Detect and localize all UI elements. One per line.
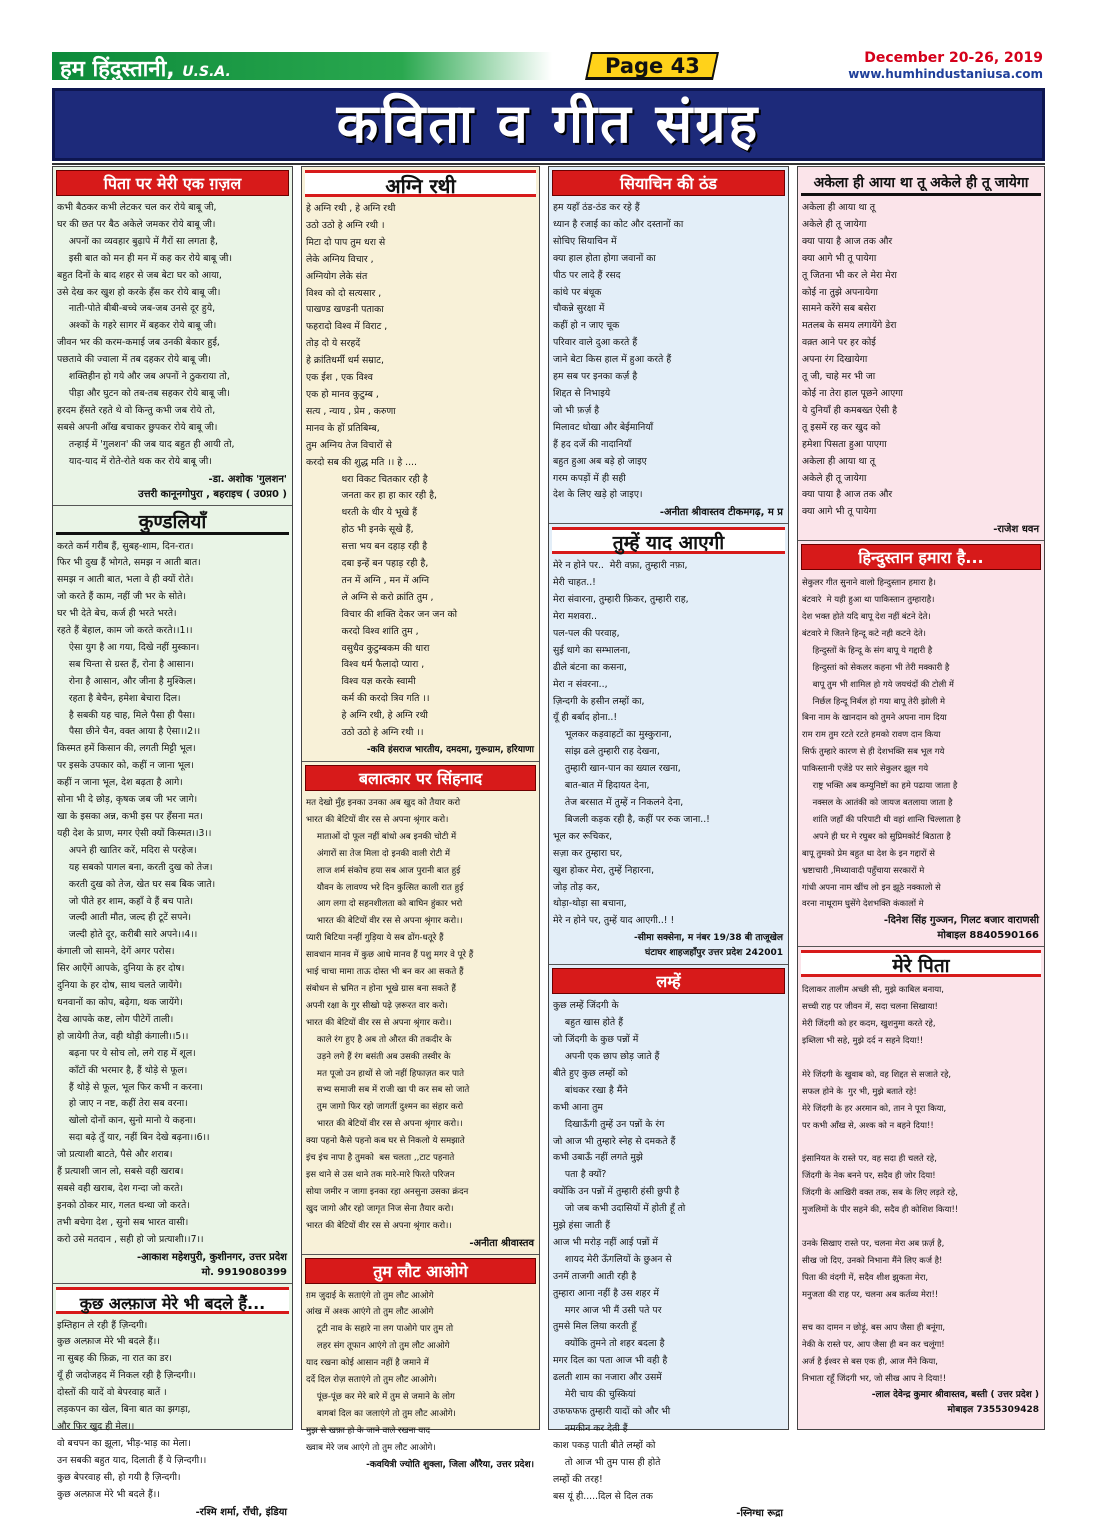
section-divider [302, 761, 539, 762]
poem-credit: -लाल देवेन्द्र कुमार श्रीवास्तव, बस्ती ( उत्तर प्रदेश ) मोबाइल 7355309428 [871, 1390, 1039, 1416]
poem-text: ग़म जुदाई के सताएंगे तो तुम लौट आओगे आंख में अश्क आएंगे तो तुम लौट आओगे टूटी नाव के सहारे ना लग पाओगे पार तुम तो लहर संग तूफान आएंगे तो तुम लौट आओगे याद रखना कोई आसान नहीं है जमाने में दर्दे दिल रोज़ सताएंगे तो तुम लौट आओगे। पूंछ-पूंछ कर मेरे बारे में तुम से जमाने के लोग बागबां दिल का जलाएंगे तो तुम लौट आओगे। मुझ से खफ़ा हो के जाने वाले रखना याद ख्वाब मेरे जब आएंगे तो तुम लौट आओगे। [306, 1290, 456, 1453]
section-divider [798, 946, 1044, 947]
section-divider [549, 964, 788, 965]
poem-text: मेरे न होने पर.. मेरी वफ़ा, तुम्हारी नफ़ा, मेरी चाहत..! मेरा संवारना, तुम्हारी फ़िकर, तुम्हारी राह, मेरा मशवरा.. पल-पल की परवाह, सुई धागे का सम्भालना, ढीले बंटना का कसना, मेरा न संवरना.., ज़िन्दगी के हसीन लम्हों का, यूँ ही बर्बाद होना..! भूलकर कड़वाहटों का मुस्कुराना, सांझ ढले तुम्हारी राह देखना, तुम्हारी खान-पान का ख्याल रखना, बात-बात में हिदायत देना, तेज बरसात में तुम्हें न निकलने देना, बिजली कड़क रही है, कहीं पर रुक जाना..! भूल कर रूचिकर, सज़ा कर तुम्हारा घर, खुश होकर मेरा, तुम्हें निहारना, जोड़ तोड़ कर, थोड़ा-थोड़ा सा बचाना, मेरे न होने पर, तुम्हें याद आएगी..! ! [553, 560, 710, 927]
poem-section [798, 950, 1044, 1419]
column-2 [301, 166, 540, 1470]
website-link[interactable]: www.humhindustaniusa.com [848, 67, 1043, 81]
poem-section [53, 509, 292, 1281]
poem-text: हम यहाँ ठंड-ठंड कर रहे हैं ध्यान है रजाई का कोट और दस्तानों का सोचिए सियाचिन में क्या हाल होता होगा जवानों का पीठ पर लादे हैं रसद कांधे पर बंधूक चौकन्ने सुरक्षा में कहीं हो न जाए चूक परिवार वाले दुआ करते हैं जाने बेटा किस हाल में हुआ करते हैं हम सब पर इनका कर्ज़ है शिद्दत से निभाइये जो भी फ़र्ज़ है मिलावट धोखा और बेईमानियाँ हैं हद दर्जे की नादानियाँ बहुत हुआ अब बड़े हो जाइए गरम कपड़ों में ही सही देश के लिए खड़े हो जाइए। [553, 202, 684, 501]
poem-section [798, 170, 1044, 538]
poem-section [549, 170, 788, 521]
issue-date: December 20-26, 2019 [864, 50, 1043, 66]
poem-text: हे अग्नि रथी , हे अग्नि रथी उठो उठो हे अग्नि रथी । मिटा दो पाप तुम धरा से लेके अग्निय विचार , अग्नियोग लेके संत विश्व को दो सत्यसार , पाखण्ड खण्डनी पताका फहरादो विश्व में विराट , तोड़ दो ये सरहदें हे क्रांतिधर्मी धर्म सम्राट, एक ईश , एक विश्व एक हो मानव कुटुम्ब , सत्य , न्याय , प्रेम , करुणा मानव के हों प्रतिबिम्ब, तुम अग्निय तेज विचारों से करदो सब की शुद्ध मति ।। हे .... धरा विकट चितकार रही है जनता कर हा हा कार रही है, धरती के धीर ये भूखे हैं होठ भी इनके सूखे हैं, सत्ता भय बन दहाड़ रही है दबा इन्हें बन पहाड़ रही है, तन में अग्नि , मन में अग्नि ले अग्नि से करो क्रांति तुम , विचार की शक्ति देकर जन जन को करदो विश्व शांति तुम , वसुधैव कुटुम्बकम की धारा विश्व धर्म फैलादो प्यारा , विश्व यज्ञ करके स्वामी कर्म की करदो त्रिव गति ।। हे अग्नि रथी, हे अग्नि रथी उठो उठो हे अग्नि रथी ।। [306, 203, 457, 739]
poem-section [549, 527, 788, 962]
page-number: Page 43 [604, 54, 700, 78]
poem-title: मेरे पिता [801, 950, 1041, 977]
poem-section [798, 544, 1044, 944]
poem-credit: -डा. अशोक 'गुलशन' उत्तरी कानूनगोपुरा , बहराइच ( उ0प्र0 ) [138, 473, 287, 500]
section-divider [549, 523, 788, 524]
poem-text: करते कर्म गरीब हैं, सुबह-शाम, दिन-रात। फिर भी दुख हैं भोगते, समझ न आती बात। समझ न आती बात, भला वे ही क्यों रोते। जो करते हैं काम, नहीं जी भर के सोते। घर भी देते बेच, कर्ज ही भरते भरते। रहते हैं बेहाल, काम जो करते करते।।1।। ऐसा युग है आ गया, दिखे नहीं मुस्कान। सब चिन्ता से ग्रस्त हैं, रोना है आसान। रोना है आसान, और जीना है मुश्किल। रहता है बेचैन, हमेशा बेचारा दिल। है सबकी यह चाह, मिले पैसा ही पैसा। पैसा छीने चैन, वक्त आया है ऐसा।।2।। किस्मत हमें किसान की, लगती मिट्टी भूल। पर इसके उपकार को, कहीं न जाना भूल। कहीं न जाना भूल, देश बढ़ता है आगे। सोना भी दे छोड़, कृषक जब जी भर जागे। खा के इसका अन्न, कभी इस पर हँसना मत। यही देश के प्राण, मगर ऐसी क्यों किस्मत।।3।। अपने ही खातिर करें, मदिरा से परहेज। यह सबको पागल बना, करती दुख को तेज। करती दुख को तेज, खेत घर सब बिक जाते। जो पीते हर शाम, कहाँ वे हैं बच पाते। जल्दी आती मौत, जल्द ही टूटें सपने। जल्दी होते दूर, करीबी सारे अपने।।4।। कंगाली जो सामने, देगें अगर परोस। सिर आएँगें आपके, दुनिया के हर दोष। दुनिया के हर दोष, साथ चलते जायेंगे। धनवानों का कोप, बढ़ेगा, थक जायेंगे। देख आपके कष्ट, लोग पीटेगें ताली। हो जायेगी तेज, वही थोड़ी कंगाली।।5।। बढ़ना पर ये सोच लो, लगे राह में शूल। काँटों की भरमार है, हैं थोड़े से फूल। हैं थोड़े से फूल, भूल फिर कभी न करना। हो जाए न नष्ट, कहीं तेरा सब वरना। खोलो दोनों कान, सुनो मानो ये कहना। सदा बढ़े तुँ यार, नहीं बिन देखे बढ़ना।।6।। जो प्रत्याशी बाटते, पैसे और शराब। हैं प्रत्याशी जान लो, सबसे वही खराब। सबसे वही खराब, देश गन्दा जो करते। इनको ठोकर मार, गलत धन्धा जो करते। तभी बचेगा देश , सुनो सब भारत वासी। करो उसे मतदान , सही हो जो प्रत्याशी।।7।। [57, 540, 216, 1245]
brand-title [60, 53, 231, 83]
poem-credit: -आकाश महेशपुरी, कुशीनगर, उत्तर प्रदेश मो. 9919080399 [136, 1251, 287, 1278]
poem-credit: -सीमा सक्सेना, म नंबर 19/38 बी ताजूखेल घंटाघर शाहजहाँपुर उत्तर प्रदेश 242001 [633, 933, 783, 959]
poem-title: अकेला ही आया था तू अकेले ही तू जायेगा [801, 170, 1041, 196]
poem-credit: -स्निग्धा रूद्रा [736, 1508, 783, 1520]
page-number-tab [585, 52, 719, 80]
column-3 [548, 166, 789, 1520]
column-1 [52, 166, 293, 1518]
brand-subtitle: U.S.A. [182, 64, 231, 80]
section-divider [302, 1254, 539, 1255]
section-divider [53, 505, 292, 506]
poem-credit: -राजेश धवन [993, 524, 1039, 536]
poem-text: दिलाकर तालीम अच्छी सी, मुझे काबिल बनाया, सच्ची राह पर जीवन में, सदा चलना सिखाया! मेरी जिंदगी को हर कदम, खुशनुमा करते रहे, इब्तिला भी सहे, मुझे दर्द न सहने दिया!! मेरे जिंदगी के खुवाब को, वह शिद्दत से सजाते रहे, सफल होने के गुर भी, मुझे बताते रहे! मेरे जिंदगी के हर अरमान को, तान ने पूरा किया, पर कभी आँख से, अश्क को न बहने दिया!! इंसानियत के रास्ते पर, वह सदा ही चलते रहे, जिंदगी के नेक बनने पर, सदैव ही जोर दिया! जिंदगी के आखिरी वक्त तक, सब के लिए लड़ते रहे, मुजलिमों के पीर सहने की, सदैव ही कोशिश किया!! उनके सिखाए रास्ते पर, चलना मेरा अब फ़र्ज़ है, सीख जो दिए, उनको निभाना मैंने लिए कर्ज है! पिता की वंदगी में, सदैव शीश झुकता मेरा, मनुजता की राह पर, चलना अब कर्तव्य मेरा!! सच का दामन न छोड़ूं, बस आप जैसा ही बनूंगा, नेकी के रास्ते पर, आप जैसा ही बन कर चलूंगा! अर्ज है ईश्वर से बस एक ही, आज मैंने किया, निभाता रहूँ जिंदगी भर, जो सीख आप ने दिया!! [802, 984, 959, 1384]
poem-text: मत देखो मुँह इनका उनका अब खुद को तैयार करो भारत की बेटियों वीर रस से अपना श्रृंगार करो। माताओं दो फूल नहीं बांधो अब इनकी चोटी में अंगारों सा तेज मिला दो इनकी वाली रोटी में लाज शर्म संकोच हया सब आज पुरानी बात हुई यौवन के लावण्य भरे दिन कुत्सित काली रात हुई आग लगा दो सहनशीलता को बाघिन हुंकार भरो भारत की बेटियों वीर रस से अपना श्रृंगार करो।। प्यारी बिटिया नन्हीं गुड़िया ये सब ढोंग-धतूरे हैं सावधान मानव में कुछ आधे मानव हैं पशु मगर वे पूरे हैं भाई चाचा मामा ताऊ दोस्त भी बन कर आ सकते हैं संबोधन से भ्रमित न होना भूखे ग्रास बना सकते हैं अपनी रक्षा के गुर सीखो पढ़े ज़रूरत वार करो। भारत की बेटियों वीर रस से अपना श्रृंगार करो।। काले रंग हुए है अब तो औरत की तकदीर के उड़ने लगे हैं रंग बसंती अब उसकी तस्वीर के मत पूजो उन हाथों से जो नहीं हिफाज़त कर पाते सभ्य समाजी सब में राजी खा पी कर सब सो जाते तुम जागो फिर रहो जागतीं दुश्मन का संहार करो भारत की बेटियों वीर रस से अपना श्रृंगार करो।। क्या पहनो कैसे पहनो कब घर से निकलो ये समझाते इंच इंच नापा है तुमको बस चलता ,,टाट पहनाते इस थाने से उस थाने तक मारे-मारे फिरते परिजन सोया जमीर न जागा इनका रहा अनसुना उसका क्रंदन खुद जागो और रहो जागृत निज सेना तैयार करो। भारत की बेटियों वीर रस से अपना श्रृंगार करो।। [306, 798, 474, 1231]
poem-text: कभी बैठकर कभी लेटकर चल कर रोये बाबू जी, घर की छत पर बैठ अकेले जमकर रोये बाबू जी। अपनों का व्यवहार बुढ़ापे में गैरों सा लगता है, इसी बात को मन ही मन में कह कर रोये बाबू जी। बहुत दिनों के बाद शहर से जब बेटा घर को आया, उसे देख कर खुश हो करके हँस कर रोये बाबू जी। नाती-पोते बीबी-बच्चे जब-जब उनसे दूर हुये, अश्कों के गहरे सागर में बहकर रोये बाबू जी। जीवन भर की करम-कमाई जब उनकी बेकार हुई, पछतावे की ज्वाला में तब दहकर रोये बाबू जी। शक्तिहीन हो गये और जब अपनों ने ठुकराया तो, पीड़ा और घुटन को तब-तब सहकर रोये बाबू जी। हरदम हँसते रहते थे वो किन्तु कभी जब रोये तो, सबसे अपनी आँख बचाकर छुपकर रोये बाबू जी। तन्हाई में 'गुलशन' की जब याद बहुत ही आयी तो, याद-याद में रोते-रोते थक कर रोये बाबू जी। [57, 202, 235, 467]
poem-section [302, 765, 539, 1252]
poem-title: कुण्डलियाँ [56, 509, 289, 535]
poem-title: पिता पर मेरी एक ग़ज़ल [56, 170, 289, 196]
section-banner [52, 88, 1045, 161]
poem-section [302, 170, 539, 759]
poem-title: तुम लौट आओगे [305, 1258, 536, 1284]
poem-text: सेकुलर गीत सुनाने वालो हिन्दुस्तान हमारा है। बंटवारे मे यही हुआ था पाकिस्तान तुम्हाराहै। देश भक्त होते यदि बापू देश नहीं बंटने देते। बंटवारे मे जितने हिन्दू कटे नही कटने देते। हिन्दुस्तों के हिन्दू के संग बापू ये गद्दारी है हिन्दुस्तां को सेकलर कहना भी तेरी मक्कारी है बापू तुम भी शामिल हो गये जयचंदों की टोली में निर्छल हिन्दू निर्बल हो गया बापू तेरी झोली मे बिना नाम के खानदान को तुमने अपना नाम दिया राम राम तुम रटते रटते हमको रावण दान किया सिर्फ तुम्हारे कारण से ही देशभक्ति सब भूल गये पाकिस्तानी एजेंडे पर सारे सेकुलर झूल गये राष्ट्र भक्ति अब कम्युनिष्टों का हमे पढाया जाता है नक्सल के आतंकी को जायज बतलाया जाता है शांति जहाँ की परिपाटी थी वहां शान्ति चिल्लाता है अपने ही घर मे रघुबर को सुप्रिमकोर्ट बिठाता है बापू तुमको प्रेम बहुत था देश के इन गद्दारों से भ्रष्टाचारी ,मिथ्यावादी पहुँचाया सरकारों मे गांधी अपना नाम खींच लो इन झूठे नक्कालो से वरना नाथूराम घुसेंगे देशभक्ति कंकालों मे [802, 577, 961, 909]
banner-title: कविता व गीत संग्रह [336, 92, 761, 155]
poem-credit: -कवि हंसराज भारतीय, दमदमा, गुरूग्राम, हरियाणा [366, 745, 534, 755]
poem-title: तुम्हें याद आएगी [552, 527, 785, 554]
poem-title: सियाचिन की ठंड [552, 170, 785, 196]
poem-credit: -अनीता श्रीवास्तव [469, 1237, 534, 1249]
poem-credit: -रश्मि शर्मा, राँची, इंडिया [195, 1506, 287, 1518]
poem-credit: -कवयित्री ज्योति शुक्ला, जिला औरैया, उत्तर प्रदेश। [366, 1459, 534, 1470]
poem-title: बलात्कार पर सिंहनाद [305, 765, 536, 791]
poem-title: कुछ अल्फ़ाज मेरे भी बदले हैं... [56, 1287, 289, 1314]
column-4 [797, 166, 1045, 1430]
masthead-brand-bar [52, 52, 552, 80]
poem-section [302, 1258, 539, 1474]
section-divider [53, 1283, 292, 1284]
poem-credit: -दिनेश सिंह गुञ्जन, गिलट बजार वाराणसी मोबाइल 8840590166 [883, 915, 1039, 942]
poem-title: लम्हें [552, 968, 785, 994]
section-divider [798, 540, 1044, 541]
brand-name: हम हिंदुस्तानी, [60, 57, 175, 82]
poem-credit: -अनीता श्रीवास्तव टीकमगढ़, म प्र [659, 507, 783, 519]
poem-title: हिन्दुस्तान हमारा है... [801, 544, 1041, 570]
poem-text: कुछ लम्हें जिंदगी के बहुत खास होते हैं जो जिंदगी के कुछ पन्नों में अपनी एक छाप छोड़ जाते हैं बीते हुए कुछ लम्हों को बांधकर रखा है मैंने कभी आना तुम दिखाऊँगी तुम्हें उन पन्नों के रंग जो आज भी तुम्हारे स्नेह से दमकते हैं कभी उबाऊँ नहीं लगते मुझे पता है क्यों? क्योंकि उन पन्नों में तुम्हारी हंसी छुपी है जो जब कभी उदासियों में होती हूँ तो मुझे हंसा जाती हैं आज भी मरोड़ नहीं आई पन्नों में शायद मेरी ऊँगलियों के छुअन से उनमें ताजगी आती रही है तुम्हारा आना नहीं है उस शहर में मगर आज भी मैं उसी पते पर तुमसे मिल लिया करती हूँ क्योंकि तुमने तो शहर बदला है मगर दिल का पता आज भी वही है ढलती शाम का नजारा और उसमें मेरी चाय की चुस्कियां उफफफफ तुम्हारी यादों को और भी नमकीन कर देती हैं काश पकड़ पाती बीते लम्हों को तो आज भी तुम पास ही होते लम्हों की तरह! बस यूं ही.....दिल से दिल तक [553, 1000, 686, 1502]
masthead [52, 52, 1047, 82]
poem-section [53, 170, 292, 503]
poem-section [53, 1287, 292, 1521]
poem-text: अकेला ही आया था तू अकेले ही तू जायेगा क्या पाया है आज तक और क्या आगे भी तू पायेगा तू जितना भी कर ले मेरा मेरा कोई ना तुझे अपनायेगा सामने करेंगे सब बसेरा मतलब के समय लगायेंगे डेरा वक़्त आने पर हर कोई अपना रंग दिखायेगा तू जी, चाहे मर भी जा कोई ना तेरा हाल पूछने आएगा ये दुनियाँ ही कमबख्त ऐसी है तू इसमें रह कर खुद को हमेशा पिसता हुआ पाएगा अकेला ही आया था तू अकेले ही तू जायेगा क्या पाया है आज तक और क्या आगे भी तू पायेगा [802, 202, 903, 518]
poem-section [549, 968, 788, 1522]
poem-title: अग्नि रथी [305, 170, 536, 197]
poem-text: इम्तिहान ले रही हैं ज़िन्दगी। कुछ अल्फ़ाज मेरे भी बदले हैं।। ना सुबह की फ़िक्र, ना रात का डर। यूँ ही जदोजहद में निकल रही है ज़िन्दगी।। दोस्तों की यादें वो बेपरवाह बातें । लड़कपन का खेल, बिना बात का झगड़ा, और फिर खुद ही मेल।। वो बचपन का झूला, भीड़-भाड़ का मेला। उन सबकी बहुत याद, दिलाती हैं ये ज़िन्दगी।। कुछ बेपरवाह सी, हो गयी है ज़िन्दगी। कुछ अल्फ़ाज मेरे भी बदले हैं।। [57, 1319, 207, 1500]
banner-rule [52, 163, 1045, 165]
